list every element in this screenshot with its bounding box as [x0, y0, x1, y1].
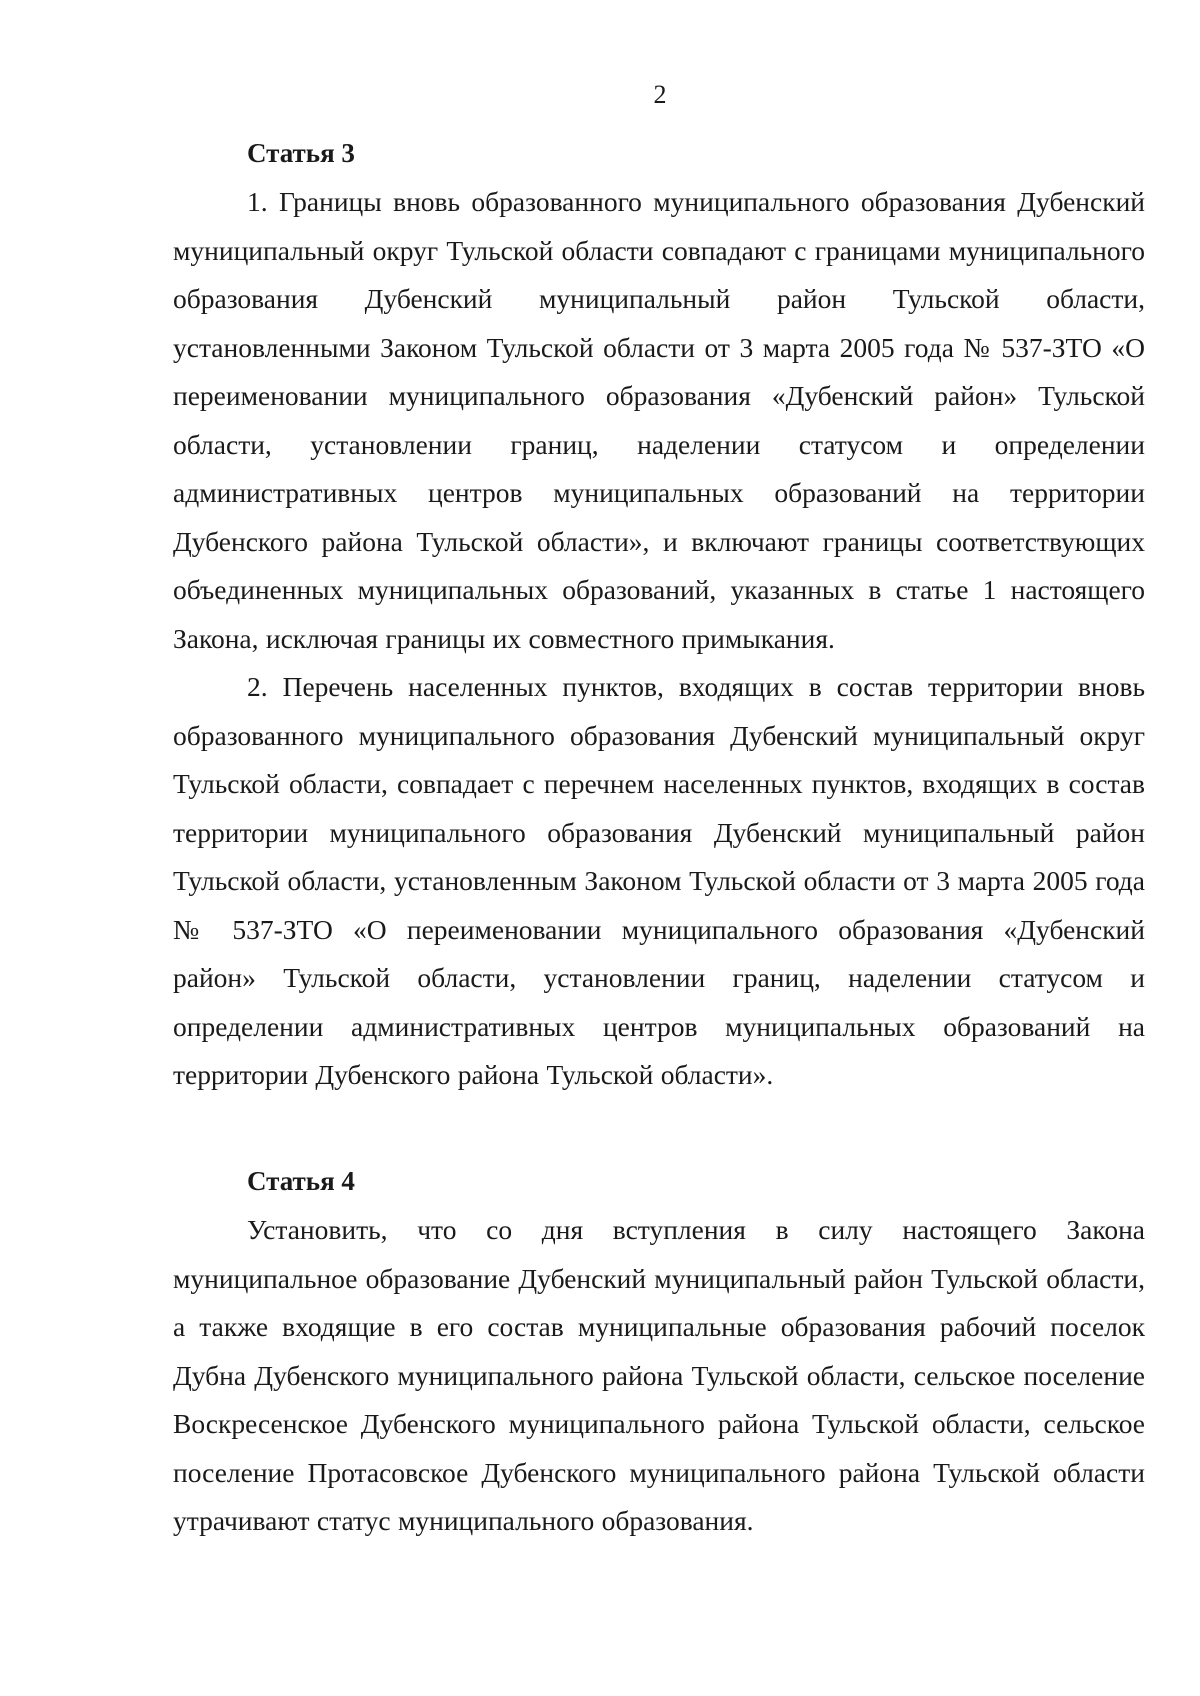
article-3-heading: Статья 3 [247, 138, 355, 168]
article-3-paragraph-1: 1. Границы вновь образованного муниципального образования Дубенский муниципальный округ Тульской области совпадают с границами муниципального образования Дубенский муниципальный район Тульской области, установленными Законом Тульской области от 3 марта 2005 года № 537-ЗТО «О переименовании муниципального образования «Дубенский район» Тульской области, установлении границ, наделении статусом и определении административных центров муниципальных образований на территории Дубенского района Тульской области», и включают границы соответствующих объединенных муниципальных образований, указанных в статье 1 настоящего Закона, исключая границы их совместного примыкания. [173, 186, 1145, 654]
article-4-heading: Статья 4 [247, 1166, 355, 1196]
article-3 [173, 136, 1145, 1100]
article-3-paragraph-2: 2. Перечень населенных пунктов, входящих в состав территории вновь образованного муниципального образования Дубенский муниципальный округ Тульской области, совпадает с перечнем населенных пунктов, входящих в состав территории муниципального образования Дубенский муниципальный район Тульской области, установленным Законом Тульской области от 3 марта 2005 года № 537-ЗТО «О переименовании муниципального образования «Дубенский район» Тульской области, установлении границ, наделении статусом и определении административных центров муниципальных образований на территории Дубенского района Тульской области». [173, 671, 1145, 1090]
article-4-paragraph-1: Установить, что со дня вступления в силу настоящего Закона муниципальное образование Дубенский муниципальный район Тульской области, а также входящие в его состав муниципальные образования рабочий поселок Дубна Дубенского муниципального района Тульской области, сельское поселение Воскресенское Дубенского муниципального района Тульской области, сельское поселение Протасовское Дубенского муниципального района Тульской области утрачивают статус муниципального образования. [173, 1214, 1145, 1536]
article-4 [173, 1164, 1145, 1546]
page-number: 2 [653, 80, 667, 109]
